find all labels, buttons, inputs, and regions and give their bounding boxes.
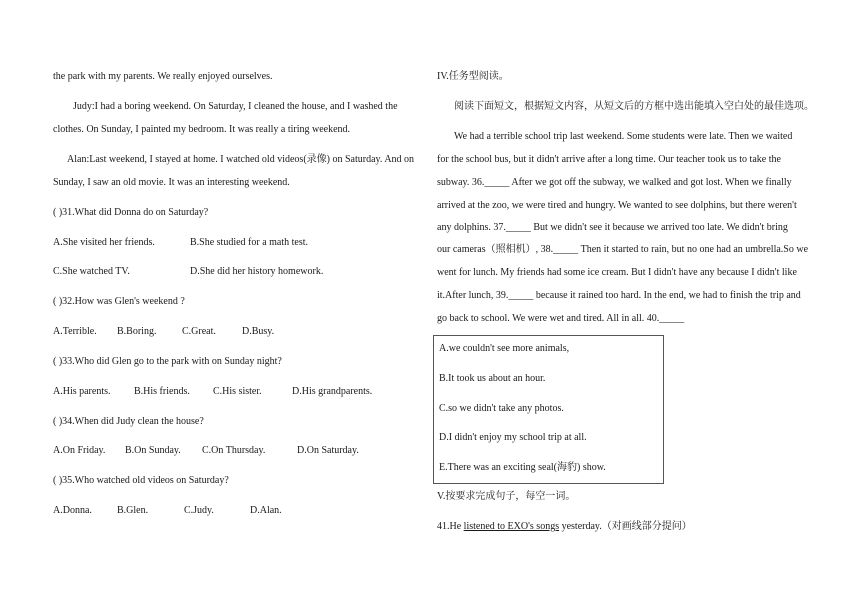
option: D.Alan. — [250, 505, 282, 516]
passage-line: our cameras（照相机）, 38._____ Then it started to rain, but no one had an umbrella.So we — [437, 244, 809, 255]
box-option: B.It took us about an hour. — [439, 373, 546, 384]
passage-line: Judy:I had a boring weekend. On Saturday, I cleaned the house, and I washed the — [73, 101, 398, 112]
box-option: A.we couldn't see more animals, — [439, 343, 570, 354]
question-33: ( )33.Who did Glen go to the park with on Sunday night? — [53, 356, 282, 367]
question-34: ( )34.When did Judy clean the house? — [53, 416, 204, 427]
option: B.Boring. — [117, 326, 157, 337]
option: C.Judy. — [184, 505, 214, 516]
passage-line: any dolphins. 37._____ But we didn't see it because we arrived too late. We didn't bring — [437, 222, 788, 233]
option: A.Terrible. — [53, 326, 97, 337]
option: C.His sister. — [213, 386, 262, 397]
option: D.She did her history homework. — [190, 266, 324, 277]
box-option: C.so we didn't take any photos. — [439, 403, 564, 414]
box-option: E.There was an exciting seal(海豹) show. — [439, 462, 606, 473]
passage-line: Alan:Last weekend, I stayed at home. I watched old videos(录像) on Saturday. And on — [67, 154, 415, 165]
passage-line: the park with my parents. We really enjoyed ourselves. — [53, 71, 273, 82]
option: C.On Thursday. — [202, 445, 266, 456]
option: D.His grandparents. — [292, 386, 373, 397]
option: A.On Friday. — [53, 445, 106, 456]
section-title: V.按要求完成句子，每空一词。 — [437, 491, 576, 502]
option: D.On Saturday. — [297, 445, 359, 456]
option: C.She watched TV. — [53, 266, 130, 277]
passage-line: clothes. On Sunday, I painted my bedroom. It was really a tiring weekend. — [53, 124, 351, 135]
option: A.She visited her friends. — [53, 237, 155, 248]
passage-line: Sunday, I saw an old movie. It was an interesting weekend. — [53, 177, 290, 188]
question-31: ( )31.What did Donna do on Saturday? — [53, 207, 209, 218]
passage-line: subway. 36._____ After we got off the subway, we walked and got lost. When we finally — [437, 177, 792, 188]
passage-line: went for lunch. My friends had some ice cream. But I didn't have any because I didn't like — [437, 267, 797, 278]
passage-line: go back to school. We were wet and tired. All in all. 40._____ — [437, 313, 685, 324]
option: A.His parents. — [53, 386, 111, 397]
section-title: IV.任务型阅读。 — [437, 71, 509, 82]
q41-suffix: yesterday.（对画线部分提问） — [559, 521, 692, 532]
option: B.She studied for a math test. — [190, 237, 309, 248]
option: B.His friends. — [134, 386, 190, 397]
question-35: ( )35.Who watched old videos on Saturday? — [53, 475, 229, 486]
passage-line: it.After lunch, 39._____ because it rained too hard. In the end, we had to finish the trip and — [437, 290, 801, 301]
option: B.On Sunday. — [125, 445, 181, 456]
passage-line: for the school bus, but it didn't arrive after a long time. Our teacher took us to take the — [437, 154, 781, 165]
question-32: ( )32.How was Glen's weekend ? — [53, 296, 185, 307]
option: A.Donna. — [53, 505, 92, 516]
q41-underlined: listened to EXO's songs — [463, 521, 560, 532]
option: C.Great. — [182, 326, 216, 337]
passage-line: We had a terrible school trip last weekend. Some students were late. Then we waited — [454, 131, 793, 142]
box-option: D.I didn't enjoy my school trip at all. — [439, 432, 587, 443]
q41-prefix: 41.He — [437, 521, 464, 532]
option: B.Glen. — [117, 505, 149, 516]
question-41 — [437, 521, 692, 533]
section-instructions: 阅读下面短文，根据短文内容，从短文后的方框中选出能填入空白处的最佳选项。 — [454, 101, 814, 112]
option: D.Busy. — [242, 326, 275, 337]
passage-line: arrived at the zoo, we were tired and hungry. We wanted to see dolphins, but there weren't — [437, 200, 797, 211]
options-box — [433, 335, 664, 484]
